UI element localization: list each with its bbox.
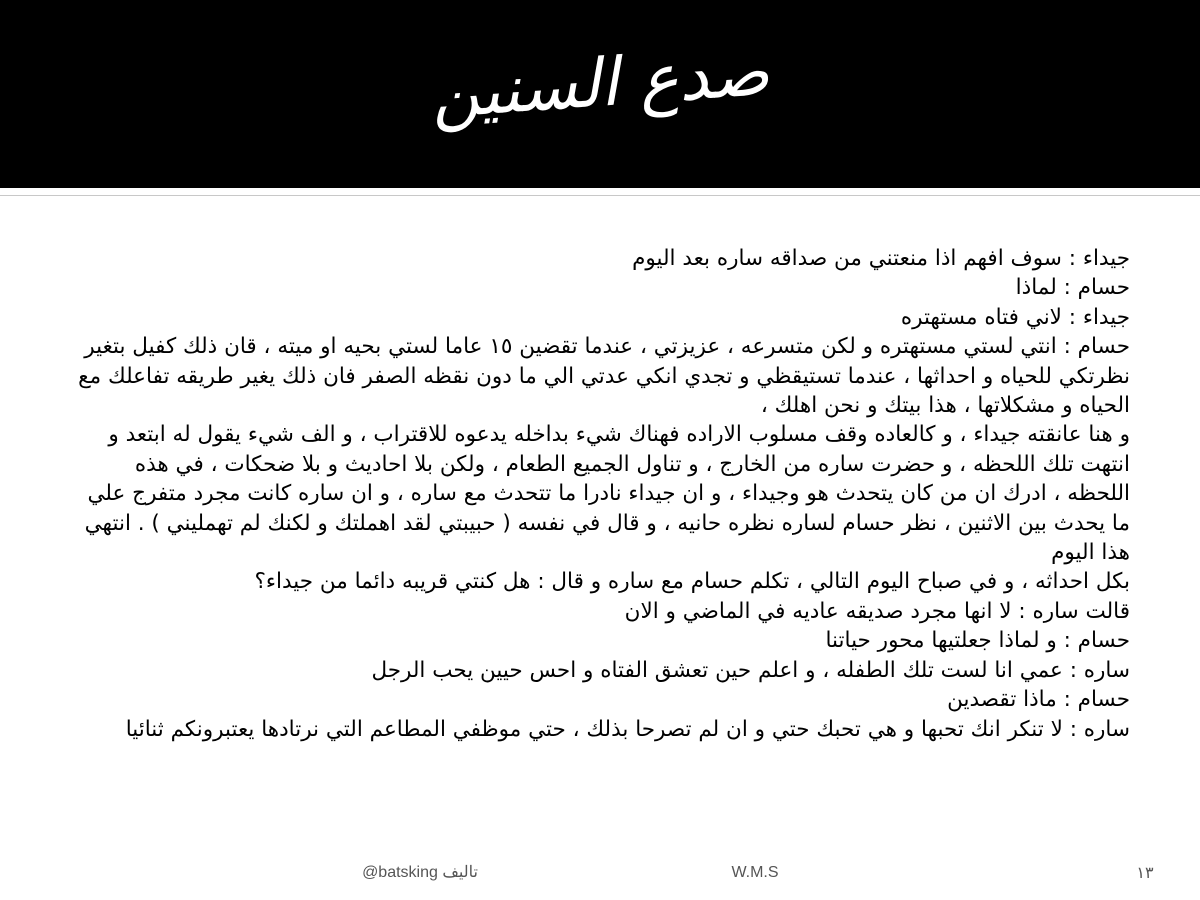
paragraph-9: ساره : عمي انا لست تلك الطفله ، و اعلم حين تعشق الفتاه و احس حيين يحب الرجل bbox=[371, 657, 1130, 683]
title-divider bbox=[0, 195, 1200, 196]
paragraph-1: جيداء : سوف افهم اذا منعتني من صداقه ساره بعد اليوم bbox=[632, 246, 1130, 271]
paragraph-6: بكل احداثه ، و في صباح اليوم التالي ، تكلم حسام مع ساره و قال : هل كنتي قريبه دائما من جيداء؟ bbox=[254, 569, 1130, 595]
paragraph-4: حسام : انتي لستي مستهتره و لكن متسرعه ، عزيزتي ، عندما تقضين ١٥ عاما لستي بحيه او ميته ، قان ذلك كفيل بتغير نظرتكي للحياه و احداثها ، عندما تستيقظي و تجدي انكي عدتي الي ما دون نقظه الصفر فان ذلك يغير طريقه تفاعلك مع الحياه و مشكلاتها ، هذا بيتك و نحن اهلك ، bbox=[78, 334, 1130, 419]
paragraph-5: و هنا عانقته جيداء ، و كالعاده وقف مسلوب الاراده فهناك شيء بداخله يدعوه للاقتراب ، و الف شيء يقول له ابتعد و انتهت تلك اللحظه ، و حضرت ساره من الخارج ، و تناول الجميع الطعام ، ولكن بلا احاديث و بلا ضحكات ، في هذه اللحظه ، ادرك ان من كان يتحدث هو وجيداء ، و ان جيداء نادرا ما تتحدث مع ساره ، و ان ساره كانت مجرد متفرج علي ما يحدث بين الاثنين ، نظر حسام لساره نظره حانيه ، و قال في نفسه ( حبيبتي لقد اهملتك و لكنك لم تهمليني ) . انتهي هذا اليوم bbox=[84, 422, 1130, 566]
paragraph-11: ساره : لا تنكر انك تحبها و هي تحبك حتي و ان لم تصرحا بذلك ، حتي موظفي المطاعم التي نرتادها يعتبرونكم ثنائيا bbox=[125, 716, 1130, 742]
slide-title: صدع السنين bbox=[428, 32, 772, 134]
paragraph-3: جيداء : لاني فتاه مستهتره bbox=[900, 304, 1130, 330]
slide-body bbox=[70, 244, 1130, 744]
paragraph-2: حسام : لماذا bbox=[1015, 275, 1130, 301]
footer-center-text: W.M.S bbox=[731, 864, 779, 881]
page-number: ١٣ bbox=[1136, 863, 1154, 882]
paragraph-10: حسام : ماذا تقصدين bbox=[947, 687, 1130, 713]
footer-author: @batsking تاليف bbox=[362, 864, 478, 881]
paragraph-7: قالت ساره : لا انها مجرد صديقه عاديه في الماضي و الان bbox=[624, 598, 1130, 624]
title-bar bbox=[0, 0, 1200, 188]
paragraph-8: حسام : و لماذا جعلتيها محور حياتنا bbox=[825, 628, 1130, 654]
